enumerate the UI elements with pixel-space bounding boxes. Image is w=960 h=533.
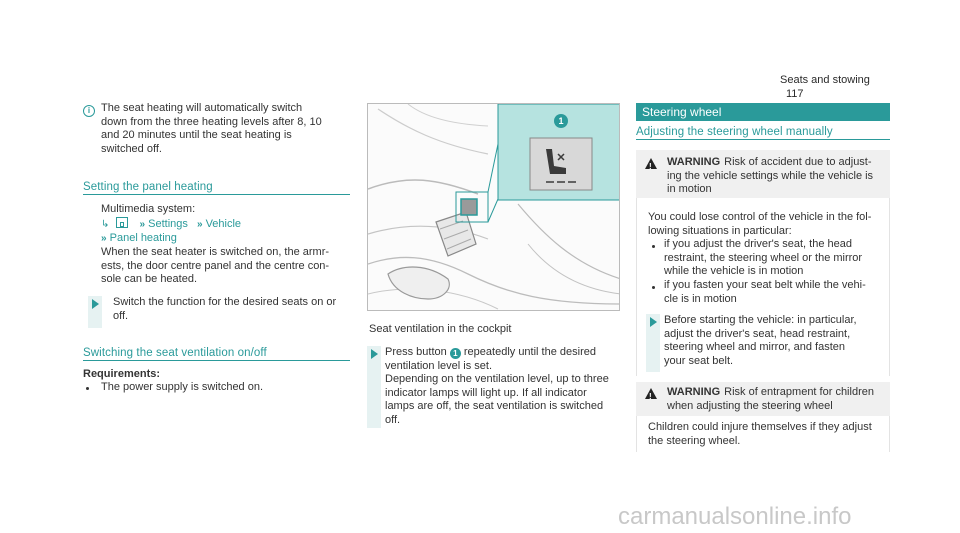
warning2-border: [889, 416, 890, 452]
warning-exclamation: !: [649, 392, 652, 401]
warning1-text: WARNING Risk of accident due to adjust- ing the vehicle settings while the vehicle is in motion: [667, 156, 874, 195]
path-panel-heating: Panel heating: [109, 232, 177, 244]
photo-caption: Seat ventilation in the cockpit: [369, 323, 512, 335]
header-title: Seats and stowing: [780, 74, 870, 86]
ventilation-step: Press button 1 repeatedly until the desired ventilation level is set. Depending on the ventilation level, up to three indicator lamps will light up. If all indicator lamps are off, the seat ventilation is switched off.: [385, 346, 609, 426]
section-rule: [83, 194, 350, 195]
watermark: carmanualsonline.info: [618, 503, 852, 530]
step-arrow-icon: [92, 299, 99, 309]
page-number: 117: [786, 88, 804, 100]
note-text: The seat heating will automatically switch down from the three heating levels after 8, 10 and 20 minutes until the seat heating is switched off.: [101, 102, 322, 155]
adjust-steering-title: Adjusting the steering wheel manually: [636, 126, 833, 138]
info-note: [83, 103, 95, 117]
chevron-right-icon: »: [139, 219, 146, 230]
warning2-text: WARNING Risk of entrapment for children when adjusting the steering wheel: [667, 386, 874, 412]
step-arrow-icon: [371, 349, 378, 359]
warning1-body: You could lose control of the vehicle in the fol- lowing situations in particular:: [648, 211, 872, 237]
warning-label: WARNING: [667, 386, 721, 398]
section-rule: [83, 360, 350, 361]
callout-badge: 1: [450, 348, 461, 359]
home-icon: [116, 217, 128, 228]
warning2-body: Children could injure themselves if they adjust the steering wheel.: [648, 421, 872, 447]
bullet: [652, 286, 655, 289]
bullet: [652, 245, 655, 248]
chevron-right-icon: »: [101, 233, 107, 244]
warning1-step: Before starting the vehicle: in particular, adjust the driver's seat, head restraint, steering wheel and mirror, and fasten your seat belt.: [664, 314, 857, 367]
multimedia-label: Multimedia system:: [101, 203, 196, 215]
warning1-bullet2: if you fasten your seat belt while the vehi- cle is in motion: [664, 279, 866, 305]
bullet: [86, 387, 89, 390]
warning2-border: [636, 416, 637, 452]
steering-wheel-header: Steering wheel: [636, 103, 890, 121]
callout-badge: 1: [554, 114, 568, 128]
panel-heating-body: When the seat heater is switched on, the armr- ests, the door centre panel and the centre con- sole can be heated.: [101, 246, 330, 285]
requirements-label: Requirements:: [83, 368, 161, 380]
ventilation-title: Switching the seat ventilation on/off: [83, 347, 267, 359]
chevron-right-icon: »: [196, 219, 203, 230]
warning-label: WARNING: [667, 156, 721, 168]
path-vehicle: Vehicle: [205, 218, 242, 230]
warning1-border: [636, 198, 637, 376]
warning1-bullet1: if you adjust the driver's seat, the head restraint, the steering wheel or the mirror while the vehicle is in motion: [664, 238, 863, 277]
panel-heating-step: Switch the function for the desired seats on or off.: [113, 296, 337, 322]
page-header: [780, 73, 890, 101]
step-arrow-icon: [650, 317, 657, 327]
warning-exclamation: !: [649, 162, 652, 171]
panel-heating-title: Setting the panel heating: [83, 181, 213, 193]
menu-path-1: [101, 217, 241, 232]
info-icon: i: [83, 105, 95, 117]
requirement-item: The power supply is switched on.: [101, 381, 264, 393]
path-arrow-icon: ↳: [101, 219, 110, 230]
seat-ventilation-photo: [367, 103, 620, 311]
warning1-border: [889, 198, 890, 376]
path-settings: Settings: [148, 218, 188, 230]
section-rule: [636, 139, 890, 140]
menu-path-2: [101, 232, 177, 246]
